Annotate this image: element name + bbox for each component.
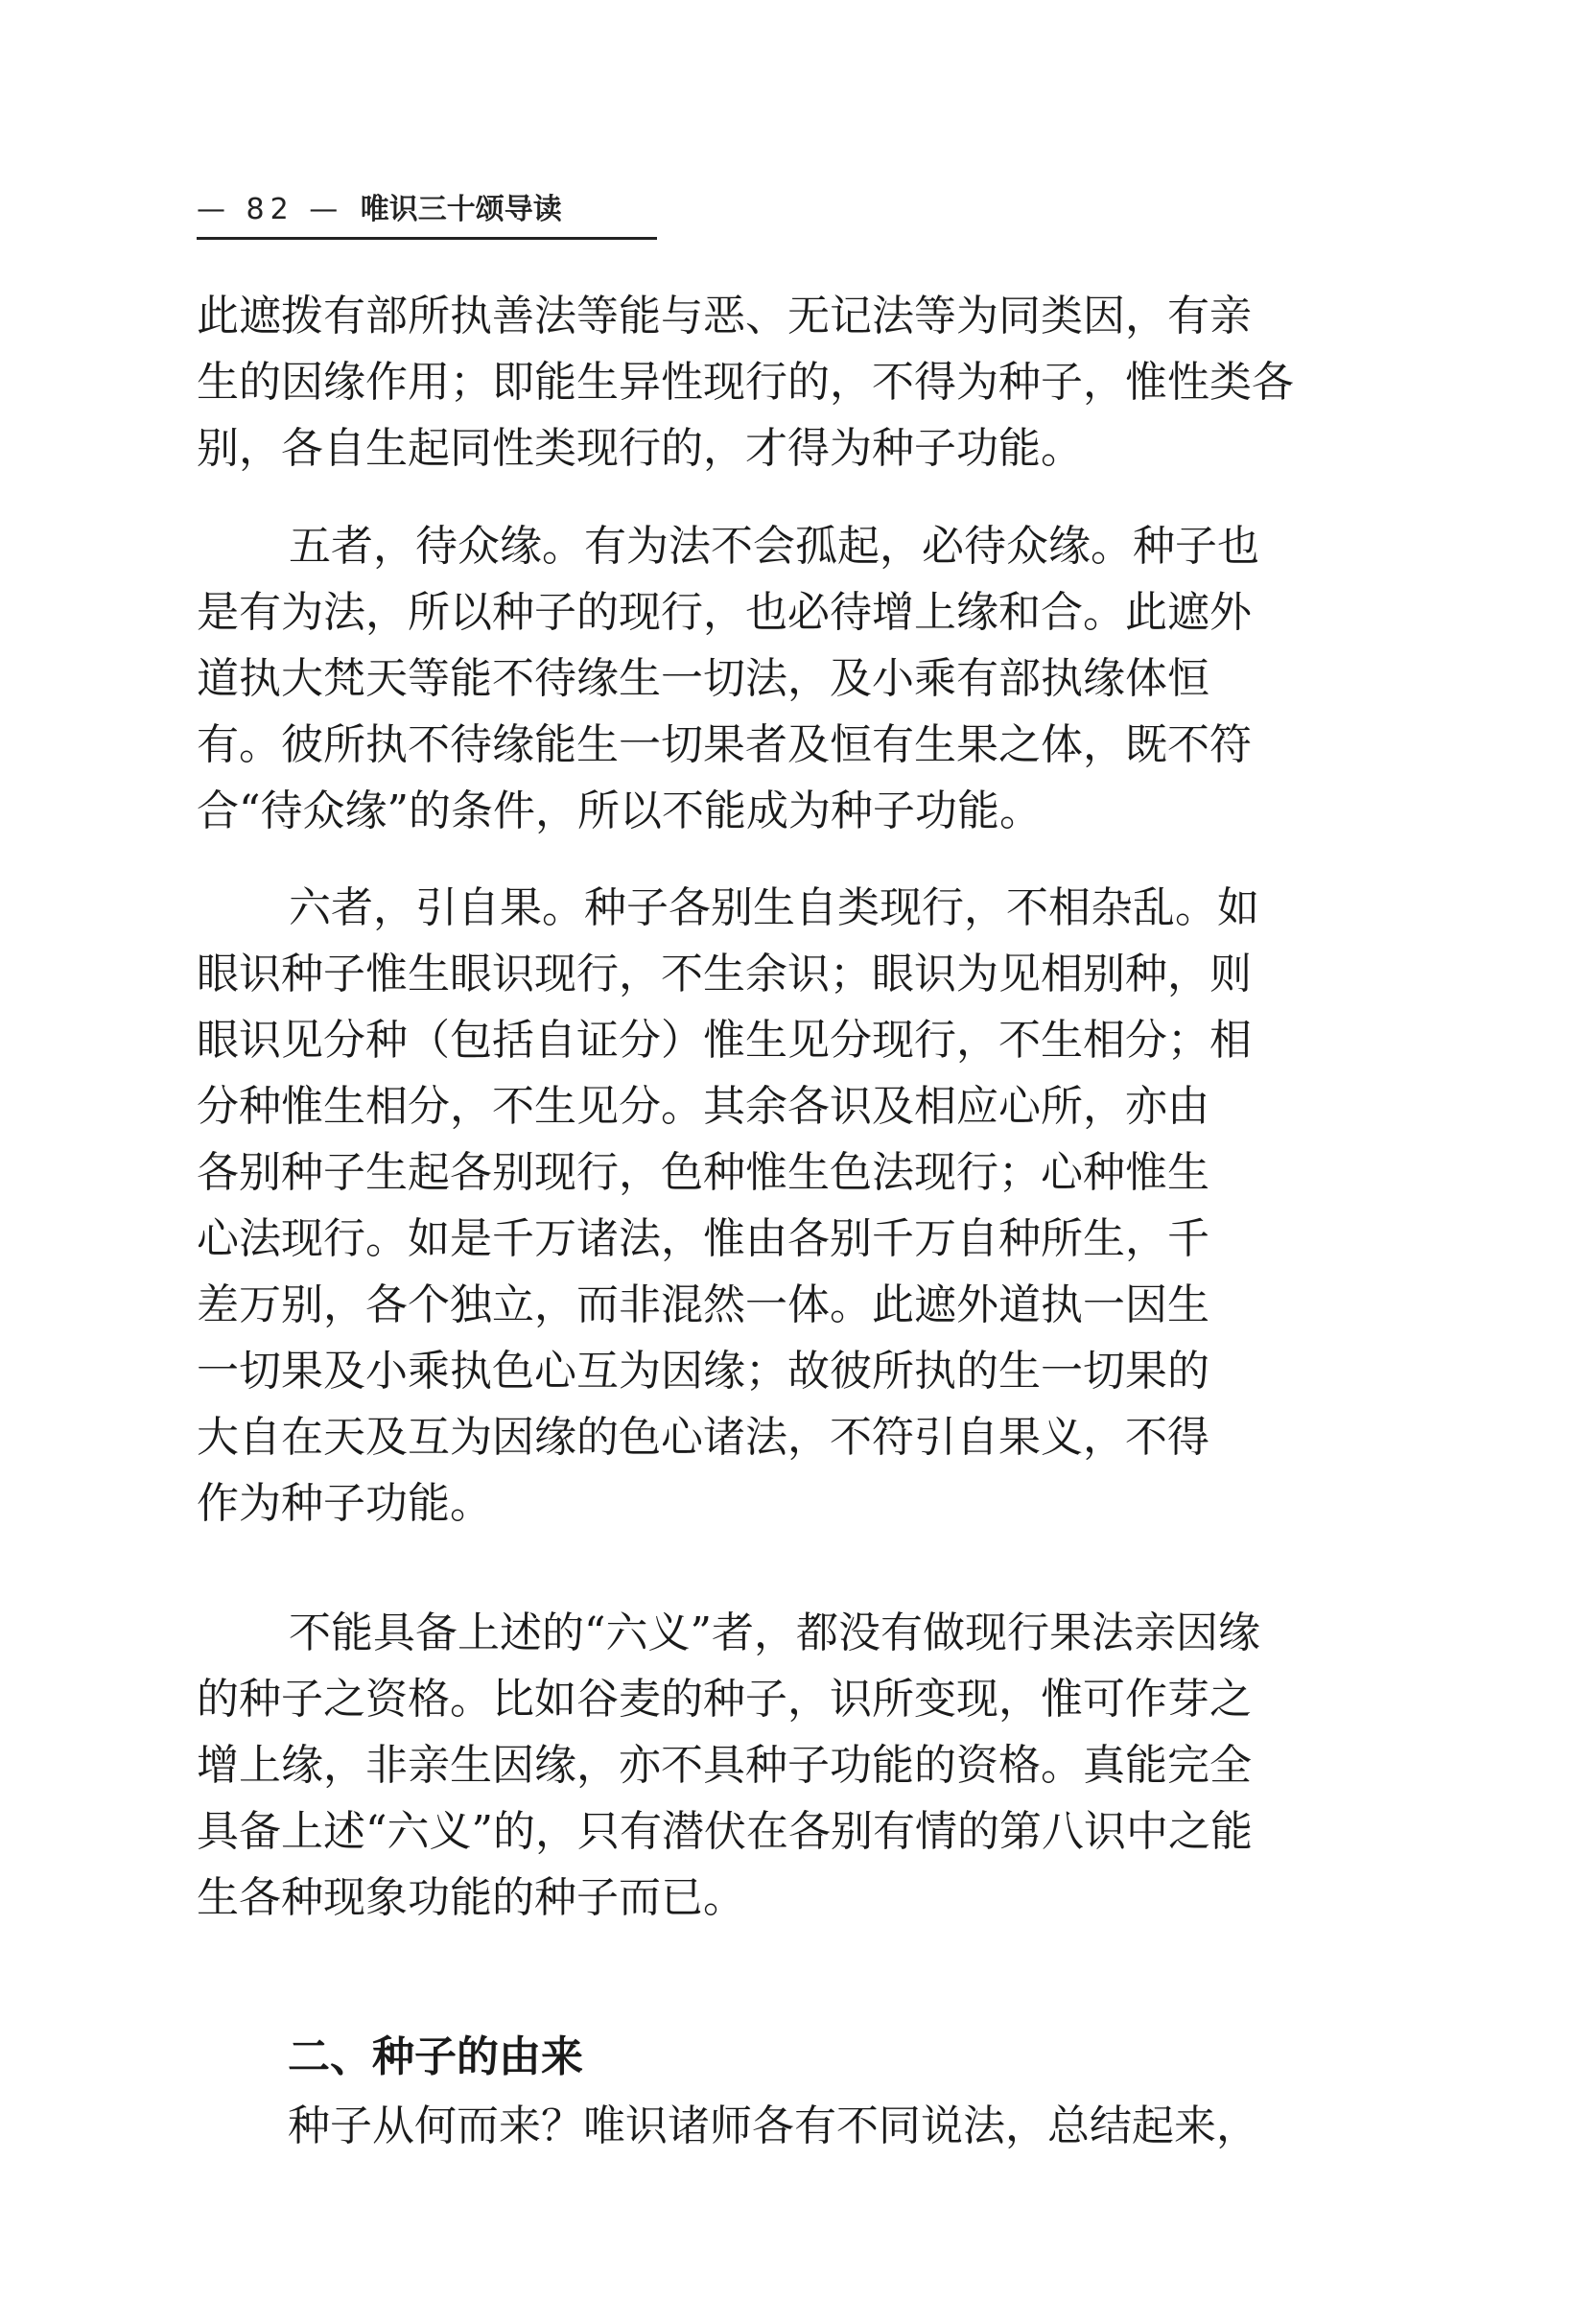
text-line: 别，各自生起同性类现行的，才得为种子功能。 xyxy=(197,424,1083,473)
text-line: 是有为法，所以种子的现行，也必待增上缘和合。此遮外 xyxy=(197,588,1252,637)
text-line: 道执大梵天等能不待缘生一切法，及小乘有部执缘体恒 xyxy=(197,654,1209,703)
text-line: 合“待众缘”的条件，所以不能成为种子功能。 xyxy=(197,787,1042,835)
text-line: 六者，引自果。种子各别生自类现行，不相杂乱。如 xyxy=(289,883,1259,932)
text-line: 五者，待众缘。有为法不会孤起，必待众缘。种子也 xyxy=(289,522,1259,571)
text-line: 各别种子生起各别现行，色种惟生色法现行；心种惟生 xyxy=(197,1148,1209,1197)
text-line: 生各种现象功能的种子而已。 xyxy=(197,1873,745,1922)
section-heading: 二、种子的由来 xyxy=(288,2032,583,2081)
text-line: 增上缘，非亲生因缘，亦不具种子功能的资格。真能完全 xyxy=(197,1741,1252,1790)
book-title: 唯识三十颂导读 xyxy=(360,193,562,226)
page-number: — 82 — xyxy=(197,193,344,226)
text-line: 有。彼所执不待缘能生一切果者及恒有生果之体，既不符 xyxy=(197,720,1252,769)
text-line: 心法现行。如是千万诸法，惟由各别千万自种所生，千 xyxy=(197,1214,1209,1263)
header-rule xyxy=(197,237,657,240)
text-line: 眼识见分种（包括自证分）惟生见分现行，不生相分；相 xyxy=(197,1016,1252,1065)
running-head xyxy=(197,188,657,232)
paragraph-3 xyxy=(197,875,1386,1537)
text-line: 一切果及小乘执色心互为因缘；故彼所执的生一切果的 xyxy=(197,1347,1209,1396)
text-line: 分种惟生相分，不生见分。其余各识及相应心所，亦由 xyxy=(197,1082,1209,1131)
section-first-line: 种子从何而来？唯识诸师各有不同说法，总结起来， xyxy=(288,2101,1258,2150)
text-line: 生的因缘作用；即能生异性现行的，不得为种子，惟性类各 xyxy=(197,358,1294,407)
text-line: 眼识种子惟生眼识现行，不生余识；眼识为见相别种，则 xyxy=(197,950,1252,998)
text-line: 不能具备上述的“六义”者，都没有做现行果法亲因缘 xyxy=(289,1608,1260,1657)
paragraph-2 xyxy=(197,513,1386,844)
text-line: 此遮拨有部所执善法等能与恶、无记法等为同类因，有亲 xyxy=(197,292,1252,340)
text-line: 差万别，各个独立，而非混然一体。此遮外道执一因生 xyxy=(197,1280,1209,1329)
text-line: 的种子之资格。比如谷麦的种子，识所变现，惟可作芽之 xyxy=(197,1675,1252,1724)
paragraph-1 xyxy=(197,283,1386,481)
text-line: 大自在天及互为因缘的色心诸法，不符引自果义，不得 xyxy=(197,1413,1209,1462)
paragraph-4 xyxy=(197,1600,1386,1931)
text-line: 作为种子功能。 xyxy=(197,1479,492,1528)
text-line: 具备上述“六义”的，只有潜伏在各别有情的第八识中之能 xyxy=(197,1807,1253,1856)
